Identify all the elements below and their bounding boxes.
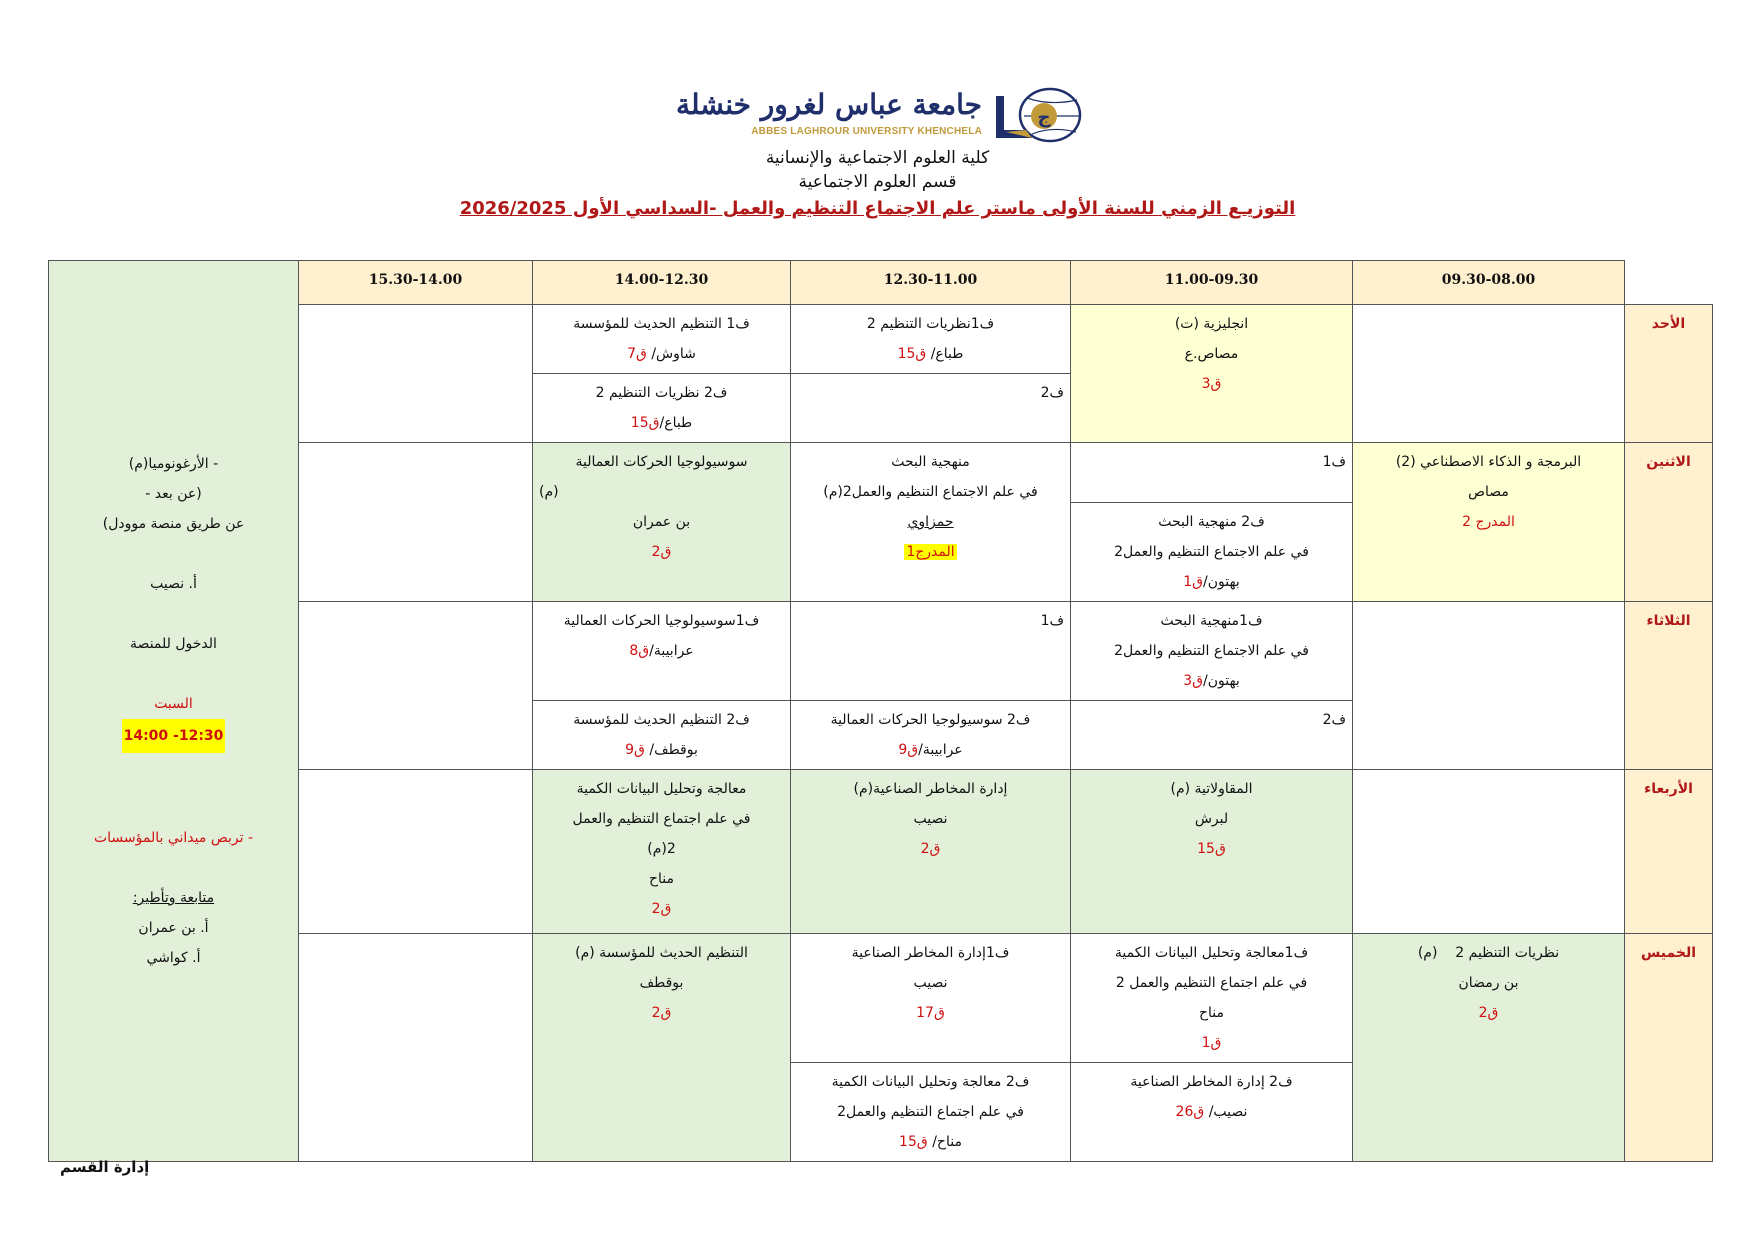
teacher: مناح/	[932, 1134, 962, 1150]
room: ق1	[1201, 1035, 1222, 1051]
course-subtitle: في علم اجتماع التنظيم والعمل2	[837, 1104, 1024, 1120]
room: ق15	[899, 1134, 928, 1150]
teacher: بن عمران	[632, 514, 691, 530]
course-subtitle: في علم الاجتماع التنظيم والعمل2(م)	[823, 484, 1038, 500]
cell-thu-s2-g2	[1071, 1063, 1353, 1162]
cell-thu-s4	[533, 934, 791, 1162]
cell-thu-s5	[299, 934, 533, 1162]
cell-thu-s3-g2	[791, 1063, 1071, 1162]
room: ق3	[1201, 376, 1222, 392]
course-title: إدارة المخاطر الصناعية(م)	[853, 781, 1008, 797]
side-supervisor-2: أ. كواشي	[146, 950, 201, 966]
room: ق15	[630, 415, 660, 431]
side-supervision-label: متابعة وتأطير:	[132, 890, 215, 906]
department-signature: إدارة القسم	[60, 1158, 150, 1176]
course-title: البرمجة و الذكاء الاصطناعي (2)	[1395, 454, 1582, 470]
cell-sun-s4-g2	[533, 374, 791, 443]
cell-sun-s3-g2	[791, 374, 1071, 443]
page-title: التوزيـع الزمني للسنة الأولى ماستر علم الاجتماع التنظيم والعمل -السداسي الأول 2026/2025	[459, 198, 1296, 219]
cell-mon-s3	[791, 443, 1071, 602]
teacher: لبرش	[1194, 811, 1229, 827]
cell-sun-s5	[299, 305, 533, 443]
cell-tue-s4-g2	[533, 701, 791, 770]
room: ق9	[898, 742, 919, 758]
cell-tue-s3-g2	[791, 701, 1071, 770]
side-day: السبت	[154, 696, 193, 712]
course-title: ف1إدارة المخاطر الصناعية	[851, 945, 1010, 961]
cell-thu-s3-g1	[791, 934, 1071, 1063]
room: المدرج1	[906, 544, 955, 560]
course-subtitle: في علم الاجتماع التنظيم والعمل2	[1114, 643, 1309, 659]
time-slot-3: 12.30-11.00	[791, 261, 1071, 305]
cell-wed-s3	[791, 770, 1071, 934]
day-monday: الاثنين	[1625, 443, 1713, 602]
teacher: شاوش/	[651, 346, 696, 362]
teacher: طباع/	[930, 346, 964, 362]
cell-thu-s2-g1	[1071, 934, 1353, 1063]
cell-mon-s2-g2	[1071, 503, 1353, 602]
timetable	[48, 260, 1713, 1162]
room: ق15	[1197, 841, 1226, 857]
course-title: ف2 نظريات التنظيم 2	[595, 385, 728, 401]
course-subtitle: في علم اجتماع التنظيم والعمل	[572, 811, 751, 827]
teacher: نصيب/	[1208, 1104, 1248, 1120]
room: ق7	[627, 346, 647, 362]
group-label: ف2	[1040, 385, 1064, 401]
teacher: بهتون/	[1202, 574, 1240, 590]
course-subtitle: في علم اجتماع التنظيم والعمل 2	[1115, 975, 1308, 991]
time-slot-1: 09.30-08.00	[1353, 261, 1625, 305]
course-type: 2(م)	[647, 841, 676, 857]
course-subtitle: في علم الاجتماع التنظيم والعمل2	[1114, 544, 1309, 560]
cell-wed-s4	[533, 770, 791, 934]
course-title: نظريات التنظيم 2 (م)	[1417, 945, 1560, 961]
cell-tue-s2-g2	[1071, 701, 1353, 770]
course-title: ف1سوسيولوجيا الحركات العمالية	[563, 613, 760, 629]
room: ق2	[651, 544, 672, 560]
cell-wed-s1	[1353, 770, 1625, 934]
time-slot-2: 11.00-09.30	[1071, 261, 1353, 305]
side-time: 14:00 -12:30	[122, 719, 226, 753]
course-title: ف2 إدارة المخاطر الصناعية	[1130, 1074, 1293, 1090]
cell-wed-s2	[1071, 770, 1353, 934]
cell-tue-s3-g1	[791, 602, 1071, 701]
faculty-name: كلية العلوم الاجتماعية والإنسانية	[765, 148, 990, 168]
course-title: التنظيم الحديث للمؤسسة (م)	[575, 945, 748, 961]
room: ق9	[625, 742, 645, 758]
course-title: معالجة وتحليل البيانات الكمية	[576, 781, 747, 797]
cell-wed-s5	[299, 770, 533, 934]
cell-sun-s1	[1353, 305, 1625, 443]
teacher: بن رمضان	[1458, 975, 1519, 991]
teacher: مصاص.ع	[1184, 346, 1239, 362]
svg-text:ج: ج	[1037, 107, 1051, 128]
side-internship: - تربص ميداني بالمؤسسات	[93, 830, 254, 846]
university-name-ar: جامعة عباس لغرور خنشلة	[675, 88, 982, 121]
cell-mon-s4	[533, 443, 791, 602]
room: ق8	[629, 643, 650, 659]
cell-tue-s1	[1353, 602, 1625, 770]
teacher: مناح	[1198, 1005, 1225, 1021]
course-title: المقاولاتية (م)	[1170, 781, 1253, 797]
cell-mon-s5	[299, 443, 533, 602]
cell-sun-s3-g1	[791, 305, 1071, 374]
day-thursday: الخميس	[1625, 934, 1713, 1162]
course-type: (م)	[539, 484, 559, 500]
room: ق2	[1478, 1005, 1499, 1021]
university-logo	[675, 86, 1082, 146]
course-title: ف1نظريات التنظيم 2	[866, 316, 995, 332]
cell-tue-s5	[299, 602, 533, 770]
course-title: ف2 سوسيولوجيا الحركات العمالية	[830, 712, 1031, 728]
side-course: - الأرغونوميا(م)	[128, 456, 219, 472]
corner-cell	[1625, 261, 1713, 305]
side-access-link: الدخول للمنصة	[130, 636, 217, 652]
cell-thu-s1	[1353, 934, 1625, 1162]
day-sunday: الأحد	[1625, 305, 1713, 443]
teacher: بوقطف/	[649, 742, 698, 758]
teacher: مناح	[648, 871, 675, 887]
cell-sun-s2	[1071, 305, 1353, 443]
cell-sun-s4-g1	[533, 305, 791, 374]
room: ق17	[916, 1005, 945, 1021]
room: المدرج 2	[1462, 514, 1515, 530]
course-title: انجليزية (ت)	[1174, 316, 1249, 332]
cell-tue-s4-g1	[533, 602, 791, 701]
room: ق26	[1175, 1104, 1205, 1120]
course-title: ف1 التنظيم الحديث للمؤسسة	[573, 316, 750, 332]
course-title: ف1منهجية البحث	[1160, 613, 1263, 629]
cell-tue-s2-g1	[1071, 602, 1353, 701]
teacher: بهتون/	[1202, 673, 1240, 689]
side-panel	[49, 261, 299, 1162]
group-label: ف2	[1322, 712, 1346, 728]
teacher: طباع/	[659, 415, 693, 431]
teacher: عرابيبة/	[649, 643, 694, 659]
cell-mon-s1	[1353, 443, 1625, 602]
department-name: قسم العلوم الاجتماعية	[798, 172, 957, 192]
side-platform: عن طريق منصة موودل)	[102, 516, 245, 532]
group-label: ف1	[1040, 613, 1064, 629]
day-wednesday: الأربعاء	[1625, 770, 1713, 934]
group-label: ف1	[1322, 454, 1346, 470]
room: ق2	[651, 1005, 672, 1021]
room: ق15	[897, 346, 927, 362]
teacher: عرابيبة/	[918, 742, 963, 758]
time-slot-5: 15.30-14.00	[299, 261, 533, 305]
time-slot-4: 14.00-12.30	[533, 261, 791, 305]
teacher: بوقطف	[639, 975, 684, 991]
side-teacher: أ. نصيب	[150, 576, 197, 592]
room: ق3	[1183, 673, 1203, 689]
teacher: مصاص	[1468, 484, 1509, 500]
room: ق2	[651, 901, 672, 917]
university-emblem-icon	[992, 86, 1082, 144]
course-title: ف2 منهجية البحث	[1158, 514, 1265, 530]
course-title: ف2 التنظيم الحديث للمؤسسة	[573, 712, 750, 728]
side-mode: (عن بعد -	[145, 486, 202, 502]
course-title: سوسيولوجيا الحركات العمالية	[575, 454, 748, 470]
day-tuesday: الثلاثاء	[1625, 602, 1713, 770]
side-supervisor-1: أ. بن عمران	[138, 920, 209, 936]
teacher: حمزاوي	[907, 514, 954, 530]
course-title: ف1معالجة وتحليل البيانات الكمية	[1114, 945, 1309, 961]
teacher: نصيب	[913, 811, 948, 827]
room: ق1	[1183, 574, 1203, 590]
course-title: منهجية البحث	[891, 454, 970, 470]
teacher: نصيب	[913, 975, 948, 991]
cell-mon-s2-g1	[1071, 443, 1353, 503]
course-title: ف2 معالجة وتحليل البيانات الكمية	[831, 1074, 1030, 1090]
room: ق2	[920, 841, 941, 857]
university-name-en: ABBES LAGHROUR UNIVERSITY KHENCHELA	[751, 126, 982, 137]
